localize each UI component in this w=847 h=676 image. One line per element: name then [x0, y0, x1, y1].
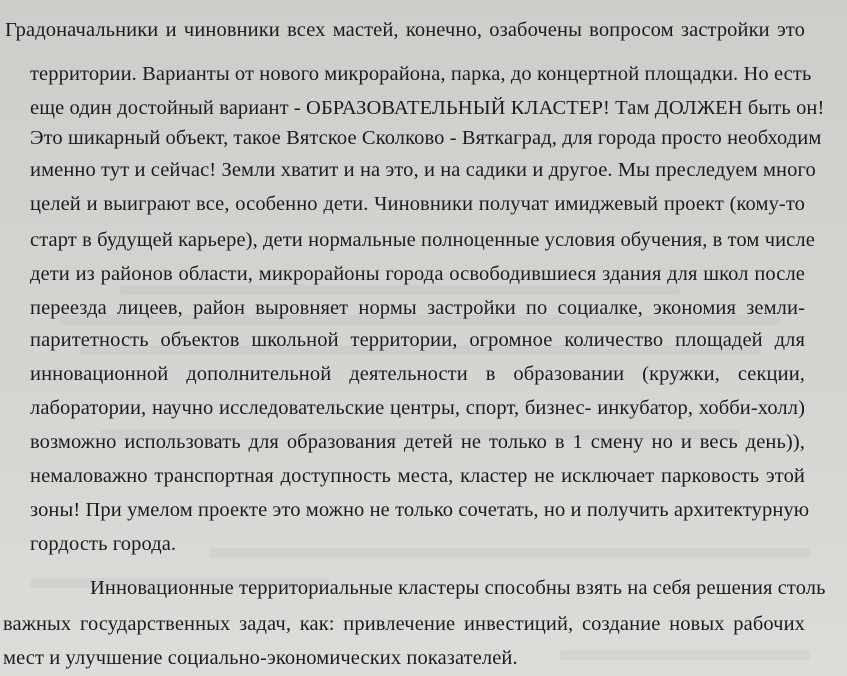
text-line: Градоначальники и чиновники всех мастей, конечно, озабочены вопросом застройки это	[5, 19, 805, 41]
text-line: инновационной дополнительной деятельности в образовании (кружки, секции,	[30, 363, 805, 385]
text-line: именно тут и сейчас! Земли хватит и на это, и на садики и другое. Мы преследуем много	[30, 159, 816, 181]
text-line: гордость города.	[30, 533, 177, 555]
text-line: целей и выиграют все, особенно дети. Чиновники получат имиджевый проект (кому-то	[30, 193, 805, 215]
text-line: дети из районов области, микрорайоны города освободившиеся здания для школ после	[30, 263, 805, 285]
text-line: Это шикарный объект, такое Вятское Сколково - Вяткаград, для города просто необходим	[30, 127, 822, 149]
text-line: переезда лицеев, район выровняет нормы застройки по социалке, экономия земли-	[30, 297, 805, 319]
text-line: еще один достойный вариант - ОБРАЗОВАТЕЛЬНЫЙ КЛАСТЕР! Там ДОЛЖЕН быть он!	[30, 97, 825, 119]
text-line: возможно использовать для образования детей не только в 1 смену но и весь день)),	[30, 431, 805, 453]
text-line: старт в будущей карьере), дети нормальные полноценные условия обучения, в том числе	[30, 229, 815, 251]
text-line: Инновационные территориальные кластеры способны взять на себя решения столь	[90, 577, 826, 599]
text-line: немаловажно транспортная доступность места, кластер не исключает парковость этой	[30, 465, 805, 487]
text-line: территории. Варианты от нового микрорайона, парка, до концертной площадки. Но есть	[30, 63, 812, 85]
text-line: зоны! При умелом проекте это можно не только сочетать, но и получить архитектурную	[30, 499, 810, 521]
text-line: лаборатории, научно исследовательские центры, спорт, бизнес- инкубатор, хобби-холл)	[30, 397, 805, 419]
text-line: мест и улучшение социально-экономических показателей.	[3, 647, 518, 669]
text-line: паритетность объектов школьной территории, огромное количество площадей для	[30, 329, 805, 351]
text-line: важных государственных задач, как: привлечение инвестиций, создание новых рабочих	[3, 613, 805, 635]
